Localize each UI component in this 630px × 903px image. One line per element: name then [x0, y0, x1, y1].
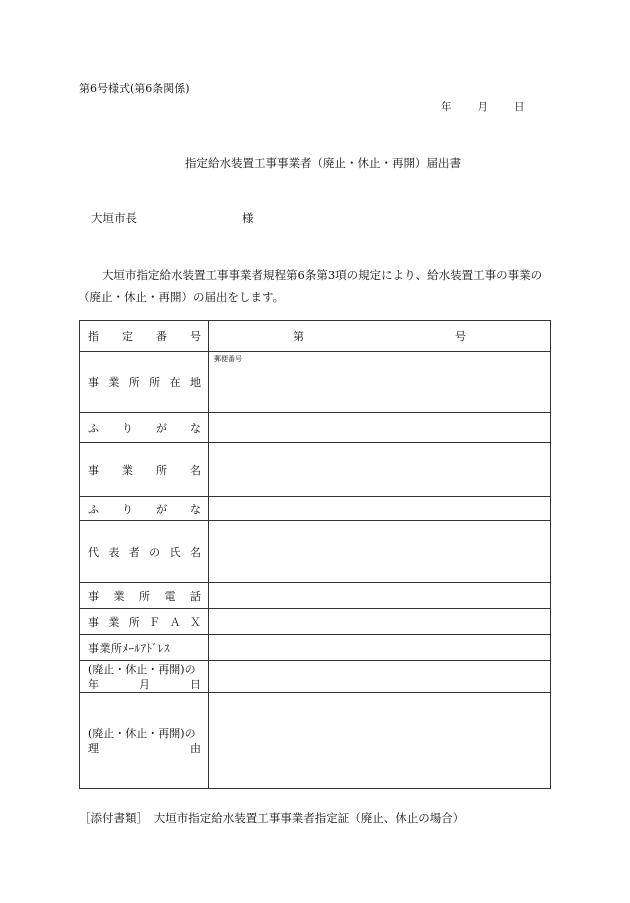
label-char: な: [190, 421, 201, 435]
field-office-fax[interactable]: [209, 609, 551, 635]
label-char: が: [156, 502, 167, 516]
label-char: の: [149, 545, 161, 559]
label-char: 在: [169, 376, 181, 389]
label-char: 所: [149, 376, 161, 389]
date-year: 年: [441, 101, 452, 113]
row-reason-field: [80, 693, 551, 789]
label-char: が: [156, 421, 167, 435]
label-char: 所: [139, 589, 150, 603]
body-text: 大垣市指定給水装置工事事業者規程第6条第3項の規定により、給水装置工事の事業の（廃止・休止・再開）の届出をします。: [78, 268, 543, 304]
label-designation-number: [80, 321, 209, 352]
field-reason[interactable]: [209, 693, 551, 789]
reason-field-line1: (廃止・休止・再開)の: [88, 726, 196, 740]
label-char: 日: [190, 677, 201, 691]
label-furigana-1: [80, 413, 209, 443]
field-office-phone[interactable]: [209, 583, 551, 609]
label-char: 表: [108, 545, 120, 559]
label-char: 月: [139, 677, 150, 691]
label-char: 所: [156, 463, 167, 477]
label-char: 事: [88, 376, 99, 389]
office-email-label: 事業所ﾒｰﾙｱﾄﾞﾚｽ: [88, 641, 170, 655]
label-char: 名: [190, 463, 201, 477]
notification-form-table: [79, 320, 551, 789]
date-field-line1: (廃止・休止・再開)の: [88, 662, 196, 676]
addressee-honorific: 様: [242, 211, 254, 225]
label-char: 地: [189, 376, 201, 389]
field-furigana-1[interactable]: [209, 413, 551, 443]
label-representative: [80, 521, 209, 583]
label-char: 氏: [169, 545, 181, 559]
label-char: 号: [190, 330, 201, 343]
label-char: 業: [108, 376, 120, 389]
row-office-name: [80, 443, 551, 497]
label-furigana-2: [80, 497, 209, 521]
row-office-fax: [80, 609, 551, 635]
label-char: 事: [88, 615, 99, 629]
field-designation-number[interactable]: [209, 321, 551, 352]
label-char: 者: [128, 545, 140, 559]
addressee-name: 大垣市長: [91, 211, 137, 225]
label-char: 代: [88, 545, 99, 559]
row-furigana-2: [80, 497, 551, 521]
row-representative: [80, 521, 551, 583]
label-char: り: [122, 421, 133, 435]
row-furigana-1: [80, 413, 551, 443]
label-char: Ａ: [169, 615, 181, 629]
row-date-field: [80, 661, 551, 693]
label-char: 電: [164, 589, 176, 603]
label-char: ふ: [88, 502, 99, 516]
label-char: 名: [189, 545, 201, 559]
label-office-phone: [80, 583, 209, 609]
designation-suffix: 号: [455, 330, 466, 343]
label-char: 業: [122, 463, 133, 477]
field-office-address[interactable]: [209, 352, 551, 413]
date-line: [441, 99, 525, 114]
label-char: 業: [113, 589, 125, 603]
label-reason-field: [80, 693, 209, 789]
field-representative[interactable]: [209, 521, 551, 583]
label-char: 理: [88, 741, 99, 755]
label-office-name: [80, 443, 209, 497]
label-char: Ｆ: [149, 615, 161, 629]
row-office-address: [80, 352, 551, 413]
date-day: 日: [514, 101, 525, 113]
label-char: 由: [190, 741, 201, 755]
label-char: 業: [108, 615, 120, 629]
label-char: な: [190, 502, 201, 516]
field-office-name[interactable]: [209, 443, 551, 497]
label-char: 所: [128, 615, 140, 629]
label-char: 定: [122, 330, 133, 343]
postal-code-note: 郵便番号: [214, 355, 242, 363]
label-char: 所: [128, 376, 140, 389]
label-office-fax: [80, 609, 209, 635]
form-number: 第6号様式(第6条関係): [79, 82, 190, 95]
row-office-phone: [80, 583, 551, 609]
label-date-field: [80, 661, 209, 693]
label-char: Ｘ: [189, 615, 201, 629]
date-month: 月: [477, 101, 488, 113]
label-char: ふ: [88, 421, 99, 435]
label-char: 話: [190, 589, 201, 603]
label-office-address: [80, 352, 209, 413]
label-char: 事: [88, 589, 99, 603]
label-char: 年: [88, 677, 99, 691]
designation-prefix: 第: [293, 330, 304, 343]
document-title: 指定給水装置工事事業者（廃止・休止・再開）届出書: [185, 156, 461, 170]
row-designation-number: [80, 321, 551, 352]
label-office-email: [80, 635, 209, 661]
field-furigana-2[interactable]: [209, 497, 551, 521]
label-char: 事: [88, 463, 99, 477]
row-office-email: [80, 635, 551, 661]
attachment-note: ［添付書類］ 大垣市指定給水装置工事事業者指定証（廃止、休止の場合）: [79, 811, 465, 825]
field-date[interactable]: [209, 661, 551, 693]
label-char: 番: [156, 330, 167, 343]
label-char: り: [122, 502, 133, 516]
field-office-email[interactable]: [209, 635, 551, 661]
label-char: 指: [88, 330, 99, 343]
